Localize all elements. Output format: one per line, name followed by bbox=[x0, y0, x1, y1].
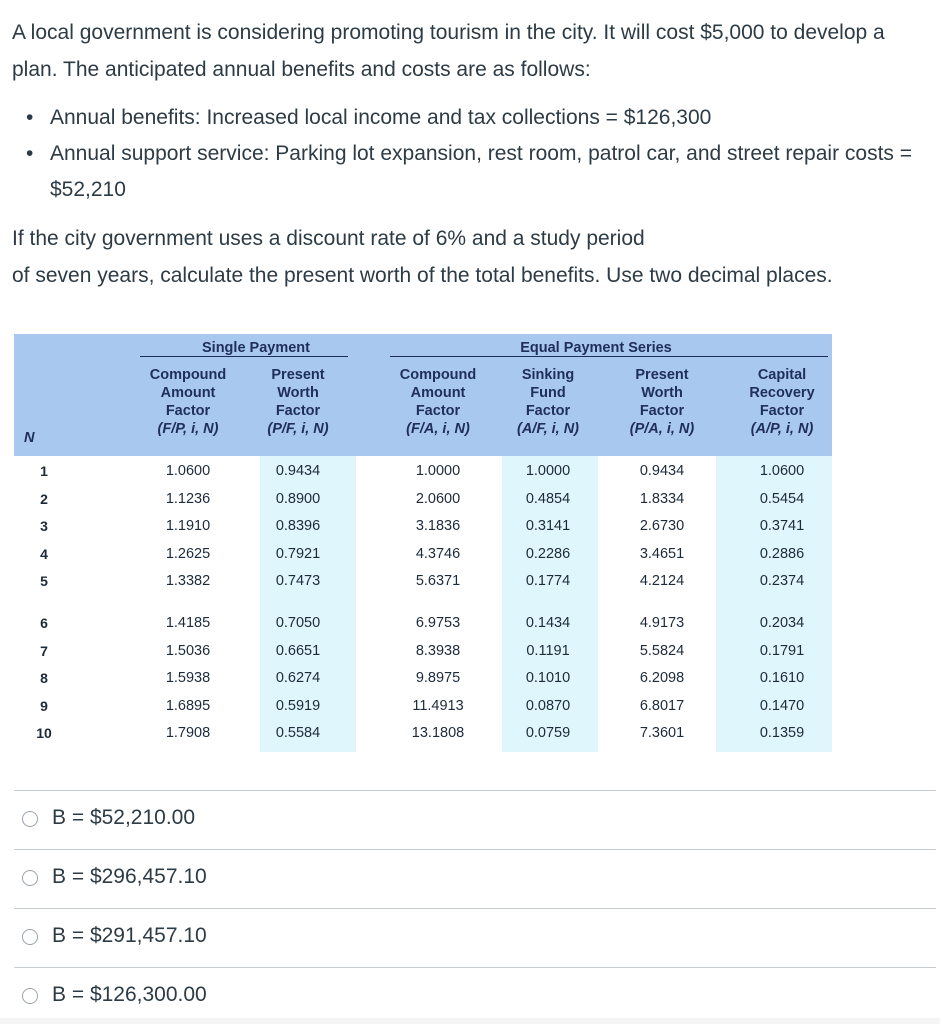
column-header-line: Worth bbox=[641, 385, 683, 401]
table-cell: 0.7473 bbox=[275, 573, 321, 589]
column-header-line: Amount bbox=[160, 385, 216, 401]
table-cell: 4.9173 bbox=[639, 615, 685, 631]
table-cell: 0.6651 bbox=[275, 642, 321, 659]
group-single-label: Single Payment bbox=[202, 340, 310, 356]
table-cell: 0.5454 bbox=[759, 490, 805, 507]
table-row bbox=[14, 720, 832, 747]
equal-payment-rule bbox=[390, 356, 828, 357]
column-header bbox=[140, 366, 236, 438]
column-header-line: Factor bbox=[759, 403, 805, 419]
single-payment-rule bbox=[140, 356, 348, 357]
table-cell: 1.1236 bbox=[165, 490, 211, 507]
table-cell: 0.3141 bbox=[525, 518, 571, 534]
table-cell: 0.0870 bbox=[525, 697, 571, 714]
row-n-cell: 3 bbox=[40, 518, 48, 534]
table-cell: 0.4854 bbox=[525, 490, 571, 507]
column-header-symbol: (P/F, i, N) bbox=[267, 421, 329, 437]
group-equal-label: Equal Payment Series bbox=[520, 340, 672, 356]
table-cell: 3.4651 bbox=[639, 545, 685, 562]
table-cell: 9.8975 bbox=[415, 670, 461, 686]
table-cell: 1.3382 bbox=[165, 573, 211, 589]
column-header-line: Recovery bbox=[749, 385, 815, 401]
radio-button[interactable] bbox=[22, 988, 38, 1004]
column-header bbox=[734, 366, 830, 438]
table-cell: 0.2374 bbox=[759, 573, 805, 589]
table-cell: 1.0600 bbox=[165, 463, 211, 479]
table-cell: 0.1191 bbox=[526, 642, 570, 659]
table-body bbox=[14, 456, 832, 752]
row-n-cell: 4 bbox=[40, 545, 48, 562]
answer-option[interactable] bbox=[14, 849, 936, 908]
column-header-line: Present bbox=[635, 367, 689, 383]
column-header-line: Capital bbox=[757, 367, 807, 383]
group-single-payment bbox=[164, 340, 348, 356]
row-n-cell: 6 bbox=[40, 615, 48, 631]
table-cell: 2.0600 bbox=[415, 490, 461, 507]
table-cell: 1.0000 bbox=[415, 463, 461, 479]
column-header-line: Factor bbox=[275, 403, 321, 419]
row-n-cell: 7 bbox=[40, 642, 48, 659]
column-header-line: Factor bbox=[415, 403, 461, 419]
table-cell: 1.8334 bbox=[639, 490, 685, 507]
table-cell: 3.1836 bbox=[415, 518, 461, 534]
table-cell: 0.2034 bbox=[759, 615, 805, 631]
answer-option-label: B = $296,457.10 bbox=[52, 865, 207, 888]
row-n-cell: 5 bbox=[40, 573, 48, 589]
column-header bbox=[500, 366, 596, 438]
bullet-list bbox=[12, 100, 924, 208]
table-row bbox=[14, 568, 832, 595]
table-cell: 6.8017 bbox=[639, 697, 685, 714]
radio-button[interactable] bbox=[22, 870, 38, 886]
column-header-symbol: (F/P, i, N) bbox=[157, 421, 219, 437]
answer-option-label: B = $291,457.10 bbox=[52, 924, 207, 947]
group-equal-payment bbox=[486, 340, 706, 356]
row-n-cell: 8 bbox=[40, 670, 48, 686]
table-cell: 1.4185 bbox=[165, 615, 211, 631]
table-cell: 1.6895 bbox=[165, 697, 211, 714]
table-cell: 0.1774 bbox=[525, 573, 571, 589]
table-cell: 4.2124 bbox=[639, 573, 685, 589]
table-cell: 0.9434 bbox=[275, 463, 321, 479]
table-cell: 5.6371 bbox=[415, 573, 461, 589]
column-header-line: Compound bbox=[399, 367, 477, 383]
column-header-line: Factor bbox=[525, 403, 571, 419]
answer-option-label: B = $52,210.00 bbox=[52, 806, 196, 829]
column-header-line: Compound bbox=[149, 367, 227, 383]
table-cell: 0.1610 bbox=[759, 670, 805, 686]
row-n-cell: 9 bbox=[40, 697, 48, 714]
table-cell: 6.2098 bbox=[639, 670, 685, 686]
table-cell: 0.5919 bbox=[275, 697, 321, 714]
table-cell: 0.7921 bbox=[275, 545, 321, 562]
answer-option-label: B = $126,300.00 bbox=[52, 983, 207, 1006]
table-cell: 0.1791 bbox=[759, 642, 805, 659]
table-cell: 1.0000 bbox=[525, 463, 571, 479]
table-cell: 1.1910 bbox=[165, 518, 211, 534]
table-row bbox=[14, 541, 832, 568]
row-n-cell: 1 bbox=[40, 463, 48, 479]
column-header-symbol: (A/F, i, N) bbox=[516, 421, 580, 437]
table-cell: 0.1434 bbox=[525, 615, 571, 631]
column-header-line: Amount bbox=[410, 385, 466, 401]
bullet-costs: • Annual support service: Parking lot expansion, rest room, patrol car, and street repair costs = $52,210 bbox=[50, 136, 924, 208]
table-row bbox=[14, 638, 832, 665]
answer-option[interactable] bbox=[14, 790, 936, 849]
column-header-symbol: (F/A, i, N) bbox=[406, 421, 470, 437]
table-cell: 0.5584 bbox=[275, 725, 321, 741]
table-cell: 0.2286 bbox=[525, 545, 571, 562]
page-footer-strip bbox=[0, 1018, 940, 1024]
column-header-line: Worth bbox=[277, 385, 319, 401]
table-cell: 2.6730 bbox=[639, 518, 685, 534]
table-cell: 1.7908 bbox=[165, 725, 211, 741]
answer-option[interactable] bbox=[14, 908, 936, 967]
table-cell: 1.0600 bbox=[759, 463, 805, 479]
n-column-header: N bbox=[24, 430, 35, 446]
question-intro: A local government is considering promoting tourism in the city. It will cost $5,000 to develop a plan. The anticipated annual benefits and costs are as follows: bbox=[12, 21, 885, 81]
bullet-benefits: • Annual benefits: Increased local income and tax collections = $126,300 bbox=[50, 100, 924, 136]
table-cell: 1.5938 bbox=[165, 670, 211, 686]
table-cell: 0.6274 bbox=[275, 670, 321, 686]
table-cell: 8.3938 bbox=[415, 642, 461, 659]
column-header-symbol: (A/P, i, N) bbox=[750, 421, 814, 437]
table-cell: 1.2625 bbox=[165, 545, 211, 562]
table-cell: 0.3741 bbox=[759, 518, 805, 534]
table-row bbox=[14, 458, 832, 485]
table-cell: 0.1010 bbox=[525, 670, 571, 686]
table-row bbox=[14, 665, 832, 692]
question-text bbox=[12, 14, 924, 294]
column-header-line: Factor bbox=[639, 403, 685, 419]
column-header bbox=[250, 366, 346, 438]
interest-factor-table bbox=[14, 334, 832, 752]
table-cell: 0.1359 bbox=[759, 725, 805, 741]
column-header-line: Fund bbox=[530, 385, 566, 401]
column-header-symbol: (P/A, i, N) bbox=[629, 421, 695, 437]
table-cell: 0.7050 bbox=[275, 615, 321, 631]
table-cell: 0.2886 bbox=[759, 545, 805, 562]
column-header bbox=[390, 366, 486, 438]
column-header-line: Sinking bbox=[521, 367, 575, 383]
table-cell: 0.8396 bbox=[275, 518, 321, 534]
table-cell: 13.1808 bbox=[411, 725, 465, 741]
column-header bbox=[614, 366, 710, 438]
table-cell: 5.5824 bbox=[639, 642, 685, 659]
table-cell: 0.1470 bbox=[759, 697, 805, 714]
radio-button[interactable] bbox=[22, 929, 38, 945]
table-row bbox=[14, 693, 832, 720]
table-row bbox=[14, 486, 832, 513]
question-prompt-line2: of seven years, calculate the present worth of the total benefits. Use two decimal places. bbox=[12, 264, 833, 287]
table-header bbox=[14, 334, 832, 456]
answer-options bbox=[14, 790, 936, 1026]
table-cell: 4.3746 bbox=[415, 545, 461, 562]
table-cell: 6.9753 bbox=[415, 615, 461, 631]
column-header-line: Factor bbox=[165, 403, 211, 419]
table-cell: 0.0759 bbox=[525, 725, 571, 741]
row-n-cell: 2 bbox=[40, 490, 48, 507]
table-cell: 0.9434 bbox=[639, 463, 685, 479]
table-row bbox=[14, 610, 832, 637]
question-prompt-line1: If the city government uses a discount rate of 6% and a study period bbox=[12, 227, 645, 250]
row-n-cell: 10 bbox=[36, 725, 52, 741]
table-row bbox=[14, 513, 832, 540]
table-cell: 11.4913 bbox=[412, 697, 464, 714]
column-header-line: Present bbox=[271, 367, 325, 383]
table-cell: 0.8900 bbox=[275, 490, 321, 507]
radio-button[interactable] bbox=[22, 811, 38, 827]
question-prompt bbox=[12, 220, 924, 294]
table-cell: 7.3601 bbox=[639, 725, 685, 741]
table-cell: 1.5036 bbox=[165, 642, 211, 659]
